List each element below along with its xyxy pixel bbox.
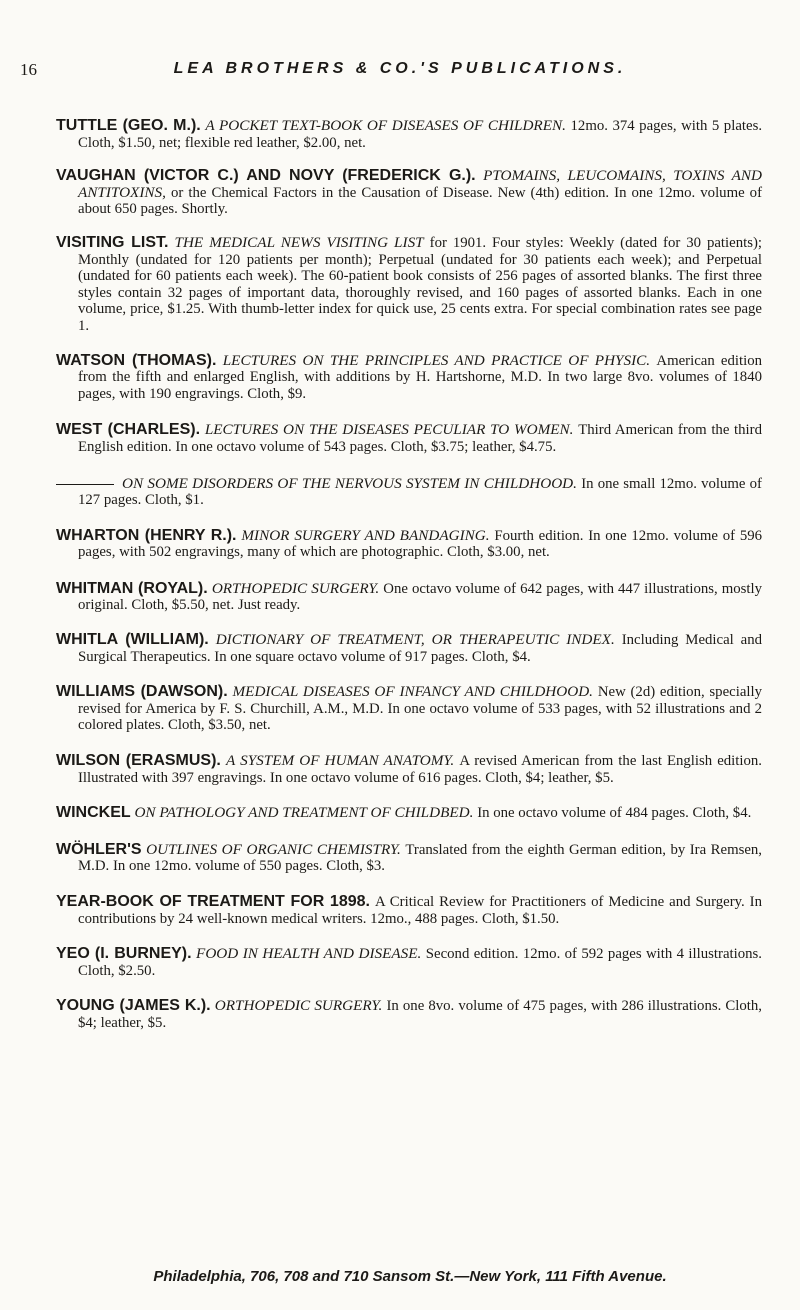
page-header [20, 60, 780, 86]
entry-author: WILSON (ERASMUS). [56, 752, 221, 770]
entry-title: PTOMAINS, LEUCOMAINS, TOXINS AND ANTITOXINS, [78, 167, 762, 201]
entry-details: In one octavo volume of 484 pages. Cloth, $4. [477, 805, 752, 822]
entry-title: LECTURES ON THE DISEASES PECULIAR TO WOMEN. [204, 421, 574, 439]
entry-title: THE MEDICAL NEWS VISITING LIST [174, 233, 424, 251]
catalog-entry [56, 118, 762, 151]
entry-title: ORTHOPEDIC SURGERY. [214, 997, 383, 1015]
entry-details: New (2d) edition, specially revised for America by F. S. Churchill, A.M., M.D. In one octavo volume of 533 pages, with 52 illustrations and 2 colored plates. Cloth, $3.50, net. [78, 684, 763, 734]
entry-title: A SYSTEM OF HUMAN ANATOMY. [226, 752, 455, 770]
entry-author: YEO (I. BURNEY). [56, 945, 192, 963]
entry-author: VISITING LIST. [56, 233, 169, 251]
catalog-entry [56, 632, 762, 665]
entry-details: Fourth edition. In one 12mo. volume of 596 pages, with 502 engravings, many of which are photographic. Cloth, $3.00, net. [78, 527, 763, 561]
entry-title: DICTIONARY OF TREATMENT, OR THERAPEUTIC INDEX. [215, 631, 615, 649]
publisher-imprint: Philadelphia, 706, 708 and 710 Sansom St.—New York, 111 Fifth Avenue. [153, 1268, 667, 1285]
entry-details: Second edition. 12mo. of 592 pages with 4 illustrations. Cloth, $2.50. [78, 946, 762, 979]
entry-author: WHARTON (HENRY R.). [56, 526, 237, 544]
entry-details: A revised American from the last English edition. Illustrated with 397 engravings. In one octavo volume of 616 pages. Cloth, $4; leather, $5. [78, 753, 763, 786]
entry-author: WÖHLER'S [56, 840, 142, 858]
entry-title: MEDICAL DISEASES OF INFANCY AND CHILDHOOD. [232, 683, 593, 701]
catalog-entry [56, 476, 762, 509]
entry-title: OUTLINES OF ORGANIC CHEMISTRY. [146, 840, 401, 858]
entry-title: ORTHOPEDIC SURGERY. [211, 579, 380, 597]
entry-author: VAUGHAN (VICTOR C.) AND NOVY (FREDERICK G.). [56, 167, 476, 185]
catalog-entry [56, 894, 762, 927]
entry-details: Third American from the third English edition. In one octavo volume of 543 pages. Cloth, $3.75; leather, $4.75. [78, 422, 762, 455]
catalog-entry [56, 581, 762, 614]
entry-details: One octavo volume of 642 pages, with 447 illustrations, mostly original. Cloth, $5.50, net. Just ready. [78, 580, 763, 614]
entry-title: ON SOME DISORDERS OF THE NERVOUS SYSTEM IN CHILDHOOD. [122, 474, 577, 492]
entry-title: MINOR SURGERY AND BANDAGING. [241, 526, 490, 544]
entry-title: ON PATHOLOGY AND TREATMENT OF CHILDBED. [134, 804, 474, 822]
entry-author: YOUNG (JAMES K.). [56, 997, 211, 1015]
entry-details: for 1901. Four styles: Weekly (dated for 30 patients); Monthly (undated for 120 patients per month); Perpetual (undated for 30 patients each week); and Perpetual (undated for 60 patients each week). The 60-patient book consists of 256 pages of assorted blanks. The first three styles contain 32 pages of important data, thoroughly revised, and 160 pages of assorted blanks. Each in one volume, price, $1.25. With thumb-letter index for quick use, 25 cents extra. For special combination rates see page 1. [78, 234, 763, 334]
catalog-entry [56, 842, 762, 875]
catalog-entry [56, 684, 762, 734]
ditto-rule [56, 484, 114, 485]
entry-details: A Critical Review for Practitioners of Medicine and Surgery. In contributions by 24 well-known medical writers. 12mo., 488 pages. Cloth, $1.50. [78, 894, 763, 927]
entry-author: YEAR-BOOK OF TREATMENT FOR 1898. [56, 893, 370, 910]
entry-author: WATSON (THOMAS). [56, 351, 217, 369]
catalog-entry [56, 235, 762, 335]
page-number: 16 [20, 60, 37, 79]
catalog-entries [56, 118, 762, 1049]
catalog-entry [56, 168, 762, 218]
catalog-entry [56, 753, 762, 786]
running-head: LEA BROTHERS & CO.'S PUBLICATIONS. [173, 60, 627, 77]
entry-details: American edition from the fifth and enlarged English, with additions by H. Hartshorne, M.D. In two large 8vo. volumes of 1840 pages, with 190 engravings. Cloth, $9. [78, 352, 763, 402]
catalog-entry [56, 805, 762, 822]
entry-author: WHITMAN (ROYAL). [56, 579, 208, 597]
entry-author: WINCKEL [56, 804, 131, 822]
entry-details: Including Medical and Surgical Therapeutics. In one square octavo volume of 917 pages. Cloth, $4. [78, 632, 763, 665]
entry-details: In one 8vo. volume of 475 pages, with 286 illustrations. Cloth, $4; leather, $5. [78, 998, 762, 1031]
entry-author: WEST (CHARLES). [56, 421, 201, 439]
catalog-entry [56, 353, 762, 403]
catalog-entry [56, 998, 762, 1031]
catalog-entry [56, 946, 762, 979]
entry-details: or the Chemical Factors in the Causation of Disease. New (4th) edition. In one 12mo. volume of about 650 pages. Shortly. [78, 184, 762, 218]
entry-author: WILLIAMS (DAWSON). [56, 683, 228, 701]
entry-title: A POCKET TEXT-BOOK OF DISEASES OF CHILDREN. [205, 117, 566, 134]
entry-details: 12mo. 374 pages, with 5 plates. Cloth, $1.50, net; flexible red leather, $2.00, net. [78, 118, 763, 151]
entry-author: WHITLA (WILLIAM). [56, 631, 209, 649]
entry-details: In one small 12mo. volume of 127 pages. Cloth, $1. [78, 475, 762, 509]
catalog-entry [56, 422, 762, 455]
catalog-entry [56, 528, 762, 561]
entry-title: FOOD IN HEALTH AND DISEASE. [196, 945, 422, 963]
entry-title: LECTURES ON THE PRINCIPLES AND PRACTICE OF PHYSIC. [222, 351, 651, 369]
entry-author: TUTTLE (GEO. M.). [56, 117, 201, 134]
entry-details: Translated from the eighth German edition, by Ira Remsen, M.D. In one 12mo. volume of 550 pages. Cloth, $3. [78, 841, 763, 875]
